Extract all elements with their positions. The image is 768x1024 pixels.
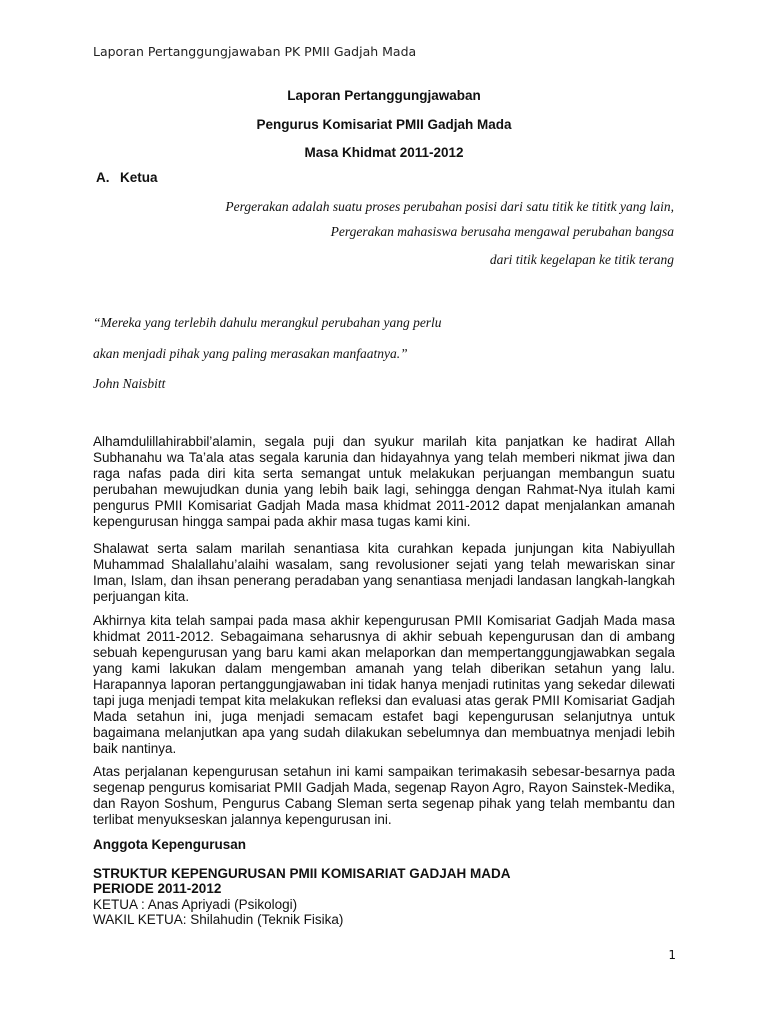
quote-line-2: akan menjadi pihak yang paling merasakan manfaatnya.” [93, 346, 408, 361]
section-letter: A. [96, 170, 110, 185]
motto-line-2: Pergerakan mahasiswa berusaha mengawal perubahan bangsa [330, 224, 674, 239]
document-title: Laporan Pertanggungjawaban [287, 88, 481, 103]
running-header: Laporan Pertanggungjawaban PK PMII Gadjah Mada [93, 44, 417, 59]
section-label: Ketua [120, 170, 158, 185]
members-heading: Anggota Kepengurusan [93, 837, 247, 852]
paragraph-accountability: Akhirnya kita telah sampai pada masa akhir kepengurusan PMII Komisariat Gadjah Mada masa khidmat 2011-2012. Sebagaimana seharusnya di akhir sebuah kepengurusan dan di ambang sebuah kepengurusan yang baru kami akan melaporkan dan mempertanggungjawabkan segala yang kami lakukan dalam mengemban amanah yang telah diberikan setahun yang lalu. Harapannya laporan pertanggungjawaban ini tidak hanya menjadi rutinitas yang sekedar dilewati tapi juga menjadi tempat kita melakukan refleksi dan evaluasi atas gerak PMII Komisariat Gadjah Mada setahun ini, juga menjadi semacam estafet bagi kepengurusan selanjutnya untuk bagaimana melanjutkan apa yang sudah dilakukan sebelumnya dan membuatnya menjadi lebih baik nantinya. [93, 613, 675, 756]
paragraph-thanks: Atas perjalanan kepengurusan setahun ini kami sampaikan terimakasih sebesar-besarnya pada segenap pengurus komisariat PMII Gadjah Mada, segenap Rayon Agro, Rayon Sainstek-Medika, dan Rayon Soshum, Pengurus Cabang Sleman serta segenap pihak yang telah membantu dan terlibat menyukseskan jalannya kepengurusan ini. [93, 764, 675, 827]
wakil-ketua-entry: WAKIL KETUA: Shilahudin (Teknik Fisika) [93, 912, 344, 927]
paragraph-opening: Alhamdulillahirabbil’alamin, segala puji dan syukur marilah kita panjatkan ke hadirat Allah Subhanahu wa Ta’ala atas segala karunia dan hidayahnya yang telah memberi nikmat jiwa dan raga nafas pada diri kita serta semangat untuk melakukan perjuangan membangun suatu perubahan mewujudkan dunia yang lebih baik lagi, sehingga dengan Rahmat-Nya itulah kami pengurus PMII Komisariat Gadjah Mada masa khidmat 2011-2012 dapat menjalankan amanah kepengurusan hingga sampai pada akhir masa tugas kami kini. [93, 434, 675, 529]
quote-line-1: “Mereka yang terlebih dahulu merangkul perubahan yang perlu [93, 315, 442, 330]
document-subtitle-period: Masa Khidmat 2011-2012 [304, 145, 464, 160]
structure-title: STRUKTUR KEPENGURUSAN PMII KOMISARIAT GADJAH MADA [93, 866, 511, 881]
section-heading [96, 170, 158, 185]
paragraph-shalawat: Shalawat serta salam marilah senantiasa kita curahkan kepada junjungan kita Nabiyullah Muhammad Shalallahu’alaihi wasalam, sang revolusioner sejati yang telah mewariskan sinar Iman, Islam, dan ihsan penerang peradaban yang senantiasa menjadi landasan langkah-langkah perjuangan kita. [93, 541, 675, 604]
document-subtitle-organization: Pengurus Komisariat PMII Gadjah Mada [256, 117, 512, 132]
page-number: 1 [668, 948, 676, 962]
structure-period: PERIODE 2011-2012 [93, 881, 222, 896]
motto-line-1: Pergerakan adalah suatu proses perubahan posisi dari satu titik ke tititk yang lain, [225, 199, 674, 214]
ketua-entry: KETUA : Anas Apriyadi (Psikologi) [93, 897, 298, 912]
motto-line-3: dari titik kegelapan ke titik terang [489, 252, 674, 267]
quote-author: John Naisbitt [93, 376, 166, 391]
